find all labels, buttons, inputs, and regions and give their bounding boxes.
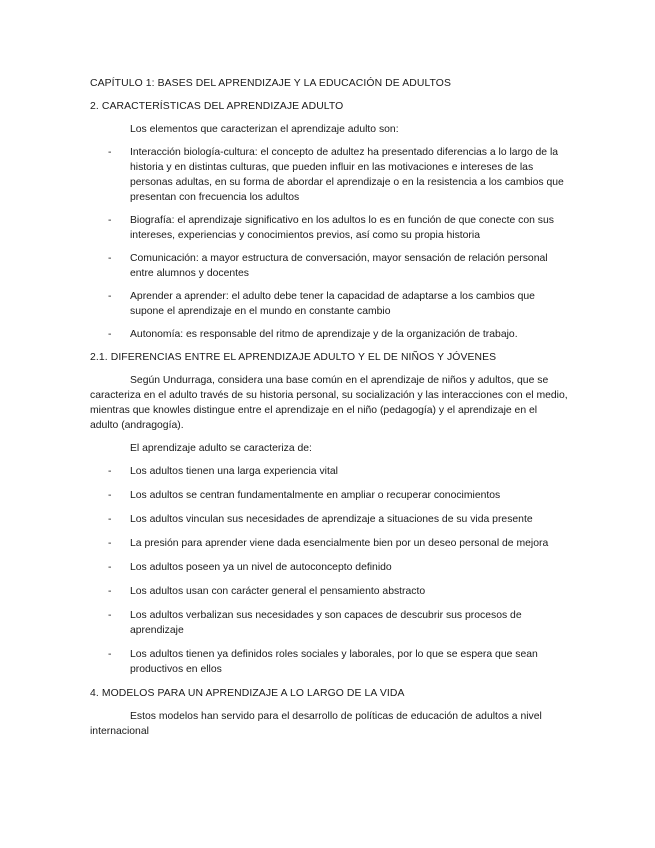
list-item	[90, 584, 568, 599]
adult-learning-list	[90, 464, 568, 677]
list-item-text: Interacción biología-cultura: el concepto de adultez ha presentado diferencias a lo largo de la historia y en distintas culturas, que pueden influir en las motivaciones e intereses de las personas adultas, en su forma de abordar el aprendizaje o en la resistencia a los cambios que presentan con frecuencia los adultos	[130, 147, 564, 203]
bullet-dash: -	[108, 466, 112, 477]
list-item	[90, 289, 568, 319]
section-4-paragraph: Estos modelos han servido para el desarrollo de políticas de educación de adultos a nivel internacional	[90, 711, 542, 737]
section-4-heading: 4. MODELOS PARA UN APRENDIZAJE A LO LARGO DE LA VIDA	[90, 688, 405, 699]
bullet-dash: -	[108, 610, 112, 621]
list-item-text: Los adultos poseen ya un nivel de autoconcepto definido	[130, 562, 392, 573]
list-item	[90, 536, 568, 551]
list-item	[90, 488, 568, 503]
bullet-dash: -	[108, 586, 112, 597]
bullet-dash: -	[108, 253, 112, 264]
list-item-text: Los adultos usan con carácter general el pensamiento abstracto	[130, 586, 426, 597]
list-item-text: Biografía: el aprendizaje significativo en los adultos lo es en función de que conecte con sus intereses, experiencias y conocimientos previos, así como su propia historia	[130, 215, 554, 241]
bullet-dash: -	[108, 215, 112, 226]
bullet-dash: -	[108, 514, 112, 525]
list-item-text: Los adultos verbalizan sus necesidades y son capaces de descubrir sus procesos de aprendizaje	[130, 610, 522, 636]
bullet-dash: -	[108, 291, 112, 302]
bullet-dash: -	[108, 329, 112, 340]
list-item	[90, 560, 568, 575]
characteristics-list	[90, 145, 568, 342]
bullet-dash: -	[108, 147, 112, 158]
list-item-text: Los adultos vinculan sus necesidades de aprendizaje a situaciones de su vida presente	[130, 514, 533, 525]
section-2-1-heading: 2.1. DIFERENCIAS ENTRE EL APRENDIZAJE ADULTO Y EL DE NIÑOS Y JÓVENES	[90, 352, 497, 363]
list-item	[90, 647, 568, 677]
list-item	[90, 327, 568, 342]
list-item	[90, 512, 568, 527]
list-item-text: Aprender a aprender: el adulto debe tener la capacidad de adaptarse a los cambios que supone el aprendizaje en el mundo en constante cambio	[130, 291, 535, 317]
bullet-dash: -	[108, 490, 112, 501]
document-page	[90, 76, 568, 747]
list-item-text: Los adultos se centran fundamentalmente en ampliar o recuperar conocimientos	[130, 490, 501, 501]
list-item	[90, 608, 568, 638]
list-item	[90, 464, 568, 479]
section-2-1-intro: El aprendizaje adulto se caracteriza de:	[130, 443, 312, 454]
chapter-title: CAPÍTULO 1: BASES DEL APRENDIZAJE Y LA EDUCACIÓN DE ADULTOS	[90, 78, 452, 89]
list-item-text: Autonomía: es responsable del ritmo de aprendizaje y de la organización de trabajo.	[130, 329, 518, 340]
section-2-intro: Los elementos que caracterizan el aprendizaje adulto son:	[130, 124, 399, 135]
list-item-text: Los adultos tienen una larga experiencia vital	[130, 466, 338, 477]
list-item	[90, 213, 568, 243]
bullet-dash: -	[108, 538, 112, 549]
list-item-text: Los adultos tienen ya definidos roles sociales y laborales, por lo que se espera que sean productivos en ellos	[130, 649, 538, 675]
section-2-heading: 2. CARACTERÍSTICAS DEL APRENDIZAJE ADULTO	[90, 101, 344, 112]
bullet-dash: -	[108, 562, 112, 573]
list-item	[90, 251, 568, 281]
list-item-text: Comunicación: a mayor estructura de conversación, mayor sensación de relación personal entre alumnos y docentes	[130, 253, 548, 279]
section-2-1-paragraph: Según Undurraga, considera una base común en el aprendizaje de niños y adultos, que se caracteriza en el adulto través de su historia personal, su socialización y las interacciones con el medio, mientras que knowles distingue entre el aprendizaje en el niño (pedagogía) y el aprendizaje en el adulto (andragogía).	[90, 375, 568, 431]
list-item-text: La presión para aprender viene dada esencialmente bien por un deseo personal de mejora	[130, 538, 549, 549]
bullet-dash: -	[108, 649, 112, 660]
list-item	[90, 145, 568, 205]
